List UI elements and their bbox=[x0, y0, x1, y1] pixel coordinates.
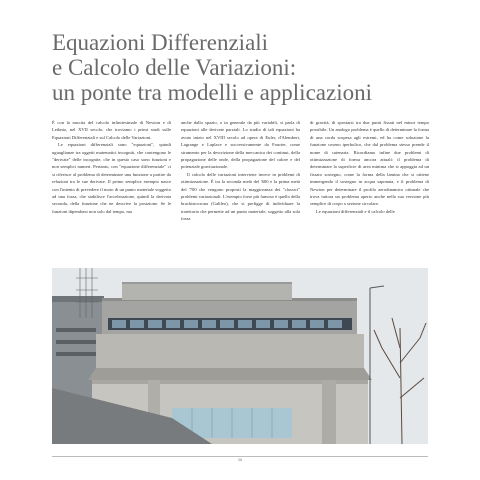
paragraph: Le equazioni differenziali e il calcolo delle bbox=[316, 208, 395, 214]
paragraph: Il calcolo delle variazioni interviene invece in problemi di ottimizzazione. È tra la seconda metà del '600 e la prima metà del '700 che vengono proposti la maggioranza dei "classici" problemi variazionali. L'esempio forse più famoso è quello della brachistocrona (Galileo), che si prefigge di individuare la traiettoria che permette ad un punto materiale, soggetto alla sola forza bbox=[181, 171, 300, 222]
paragraph: anche dallo spazio, o in generale da più variabili, si parla di equazioni alle derivate parziali. Lo studio di tali equazioni ha avuto inizio nel XVIII secolo ad opera di Euler, d'Alembert, Lagrange e Laplace e successivamente da Fourier, come strumento per la descrizione della meccanica dei continui, della propagazione delle onde, della propagazione del calore e del potenziale gravitazionale. bbox=[181, 120, 300, 170]
building-illustration bbox=[52, 268, 428, 444]
text-column bbox=[310, 119, 429, 265]
article-body bbox=[52, 119, 430, 265]
text-column bbox=[52, 119, 171, 265]
text-column bbox=[181, 119, 300, 265]
paragraph: Le equazioni differenziali sono "equazioni", quindi uguaglianze tra oggetti matematici incogniti, che contengono le "derivate" delle incognite, che in questo caso sono funzioni e non semplici numeri. Pertanto, con "equazione differenziale" ci si riferisce al problema di determinare una funzione a partire da relazioni tra le sue derivate. Il primo semplice esempio nasce con l'intento di prevedere il moto di un punto materiale soggetto ad una forza, che stabilisce l'accelerazione, quindi la derivata seconda, della funzione che ne descrive la posizione. Se le funzioni dipendono non solo dal tempo, ma bbox=[52, 142, 171, 214]
title-line: e Calcolo delle Variazioni: bbox=[52, 55, 297, 80]
title-line: Equazioni Differenziali bbox=[52, 30, 269, 55]
page-number: 38 bbox=[237, 457, 243, 462]
building-photo bbox=[52, 268, 428, 444]
title-line: un ponte tra modelli e applicazioni bbox=[52, 80, 372, 105]
paragraph: di gravità, di spostarsi tra due punti fissati nel minor tempo possibile. Un analogo problema è quello di determinare la forma di una corda sospesa agli estremi, ed ha come soluzione la funzione coseno iperbolico, che dal problema stesso prende il nome di catenaria. Ricordiamo infine due problemi di ottimizzazione di forma ancora attuali: il problema di determinare la superficie di area minima che si appoggia ad un fissato sostegno, come la forma della lamina che si ottiene immergendo il sostegno in acqua saponata, e il problema di Newton per determinare il profilo aerodinamico ottimale che trova tuttora un problema aperto anche nella sua versione più semplice di corpo a sezione circolare. bbox=[310, 120, 429, 207]
paragraph: È con la nascita del calcolo infinitesimale di Newton e di Leibniz, nel XVII secolo, che troviamo i primi studi sulle Equazioni Differenziali e sul Calcolo delle Variazioni. bbox=[52, 120, 171, 140]
article-title bbox=[52, 30, 452, 105]
